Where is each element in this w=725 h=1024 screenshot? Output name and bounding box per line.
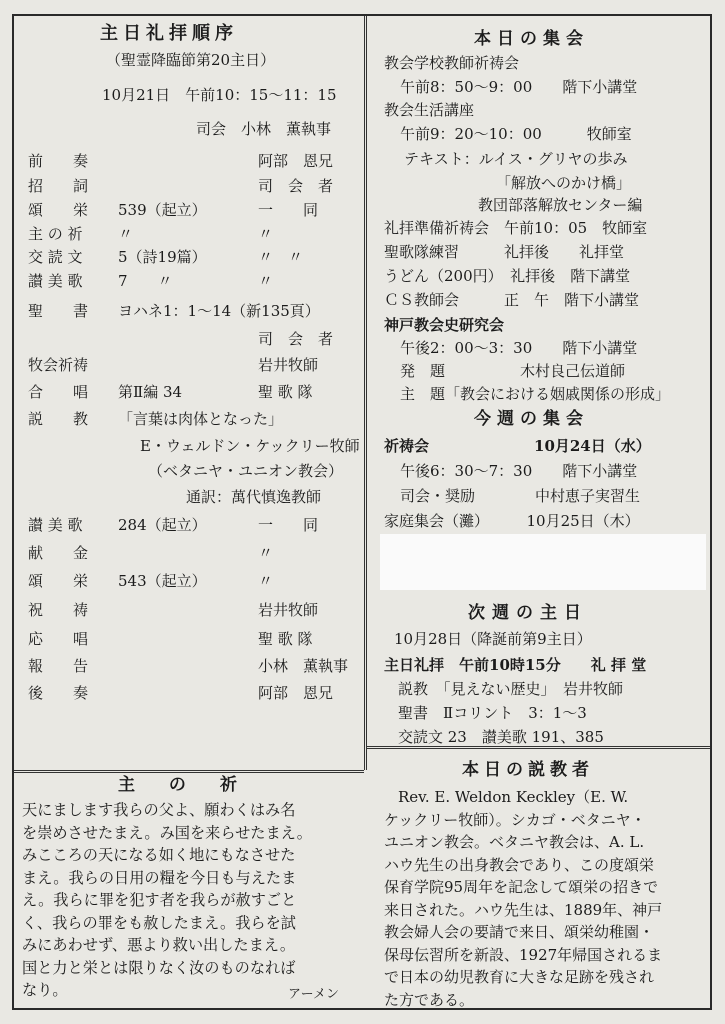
prayer-line: なり。 bbox=[22, 981, 68, 999]
week-title: 今週の集会 bbox=[474, 409, 589, 429]
next-title: 次週の主日 bbox=[468, 603, 588, 623]
week-line: 家庭集会（灘） 10月25日（木） bbox=[384, 512, 640, 530]
order-item-detail: 284（起立） bbox=[118, 516, 207, 534]
week-line: 司会・奨励 中村恵子実習生 bbox=[400, 487, 641, 505]
order-item-detail: ヨハネ1：1～14（新135頁） bbox=[118, 302, 320, 320]
order-item-detail: （ベタニヤ・ユニオン教会） bbox=[148, 462, 344, 480]
today-line: うどん（200円） 礼拝後 階下講堂 bbox=[384, 267, 631, 285]
blank-area bbox=[380, 534, 706, 590]
order-item-person: 岩井牧師 bbox=[258, 601, 319, 619]
preacher-line: 保母伝習所を新設、1927年帰国されるま bbox=[384, 945, 663, 964]
order-item-person: 岩井牧師 bbox=[258, 356, 319, 374]
today-line: 午前8：50～9：00 階下小講堂 bbox=[400, 78, 638, 96]
today-line: テキスト：ルイス・グリヤの歩み bbox=[404, 150, 628, 168]
preacher-title: 本日の説教者 bbox=[462, 760, 594, 780]
order-item-detail: 5（詩19篇） bbox=[118, 248, 207, 266]
order-item-detail: 539（起立） bbox=[118, 201, 207, 219]
today-line: ＣＳ教師会 正 午 階下小講堂 bbox=[384, 291, 640, 309]
prayer-line: を崇めさせたまえ。み国を来らせたまえ。 bbox=[22, 823, 312, 842]
next-line: 主日礼拝 午前10時15分 礼 拝 堂 bbox=[384, 656, 647, 674]
today-line: 午前9：20～10：00 牧師室 bbox=[400, 125, 632, 143]
order-item-person: 一 同 bbox=[258, 516, 319, 534]
service-datetime: 10月21日 午前10：15～11：15 bbox=[102, 86, 337, 104]
preacher-line: Rev. E. Weldon Keckley（E. W. bbox=[398, 788, 629, 806]
preacher-line: 教会婦人会の要請で来日、頌栄幼稚園・ bbox=[384, 923, 655, 941]
service-subtitle: （聖霊降臨節第20主日） bbox=[106, 51, 276, 69]
today-line: 午後2：00～3：30 階下小講堂 bbox=[400, 339, 638, 357]
order-item-person: 司 会 者 bbox=[258, 330, 334, 348]
preacher-line: ユニオン教会。ベタニヤ教会は、A. L. bbox=[384, 833, 645, 851]
order-item-detail: 7 〃 bbox=[118, 272, 173, 290]
today-title: 本日の集会 bbox=[474, 29, 589, 49]
prayer-amen: アーメン bbox=[288, 987, 339, 1002]
order-item-person: 〃 bbox=[258, 272, 274, 290]
today-line: 発 題 木村良己伝道師 bbox=[400, 362, 626, 380]
column-divider bbox=[364, 16, 367, 770]
order-item-label: 説 教 bbox=[28, 410, 89, 428]
section-divider-right bbox=[367, 746, 710, 749]
prayer-line: 国と力と栄とは限りなく汝のものなれば bbox=[22, 958, 296, 977]
order-item-detail: 第Ⅱ編 34 bbox=[118, 383, 183, 401]
order-item-person: 小林 薫執事 bbox=[258, 657, 349, 675]
prayer-line: みにあわせず、悪より救い出したまえ。 bbox=[22, 936, 296, 954]
next-line: 10月28日（降誕前第9主日） bbox=[394, 630, 592, 648]
order-item-label: 讃 美 歌 bbox=[28, 516, 83, 534]
order-item-detail: 「言葉は肉体となった」 bbox=[118, 410, 284, 428]
preacher-line: ハウ先生の出身教会であり、この度頌栄 bbox=[384, 855, 655, 874]
today-line: 教会学校教師祈祷会 bbox=[384, 54, 520, 72]
service-title: 主日礼拝順序 bbox=[100, 23, 238, 44]
order-item-person: 〃 bbox=[258, 544, 274, 562]
next-line: 説教 「見えない歴史」 岩井牧師 bbox=[398, 680, 624, 698]
order-item-person: 阿部 恩兄 bbox=[258, 684, 334, 702]
prayer-line: まえ。我らの日用の糧を今日も与えたま bbox=[22, 868, 297, 887]
order-item-label: 応 唱 bbox=[28, 630, 89, 648]
next-line: 聖書 Ⅱコリント 3：1～3 bbox=[398, 704, 587, 722]
prayer-line: みこころの天になる如く地にもなさせた bbox=[22, 846, 296, 864]
order-item-person: 司 会 者 bbox=[258, 177, 334, 195]
order-item-label: 祝 祷 bbox=[28, 601, 89, 619]
order-item-person: 〃 bbox=[258, 225, 274, 243]
order-item-label: 後 奏 bbox=[28, 684, 89, 702]
order-item-label: 前 奏 bbox=[28, 152, 89, 170]
preacher-line: ケックリー牧師）。シカゴ・ベタニヤ・ bbox=[384, 810, 646, 829]
order-item-person: 一 同 bbox=[258, 201, 319, 219]
preacher-line: で日本の幼児教育に大きな足跡を残され bbox=[384, 968, 655, 986]
order-item-label: 合 唱 bbox=[28, 383, 89, 401]
preacher-text bbox=[384, 786, 706, 1011]
order-item-person: 〃 〃 bbox=[258, 248, 304, 266]
order-item-label: 報 告 bbox=[28, 657, 89, 675]
week-line: 祈祷会 10月24日（水） bbox=[384, 437, 651, 455]
section-divider-left bbox=[14, 770, 364, 773]
order-item-label: 讃 美 歌 bbox=[28, 272, 83, 290]
order-item-detail: 〃 bbox=[118, 225, 134, 243]
order-item-label: 牧会祈祷 bbox=[28, 356, 89, 374]
preacher-line: 来日された。ハウ先生は、1889年、神戸 bbox=[384, 900, 663, 919]
order-item-label: 招 詞 bbox=[28, 177, 89, 195]
prayer-line: え。我らに罪を犯す者を我らが赦すごと bbox=[22, 891, 297, 909]
order-item-label: 聖 書 bbox=[28, 302, 89, 320]
order-item-detail: 通訳：萬代慎逸教師 bbox=[186, 488, 322, 506]
prayer-text bbox=[22, 799, 358, 1002]
today-line: 聖歌隊練習 礼拝後 礼拝堂 bbox=[384, 243, 625, 261]
week-line: 午後6：30～7：30 階下小講堂 bbox=[400, 462, 638, 480]
order-item-person: 〃 bbox=[258, 572, 274, 590]
today-line: 礼拝準備祈祷会 午前10：05 牧師室 bbox=[384, 219, 648, 237]
preacher-line: た方である。 bbox=[384, 990, 475, 1009]
prayer-line: く、我らの罪をも赦したまえ。我らを試 bbox=[22, 913, 296, 932]
order-item-person: 阿部 恩兄 bbox=[258, 152, 334, 170]
prayer-line: 天にまします我らの父よ、願わくはみ名 bbox=[22, 801, 296, 819]
order-item-person: 聖 歌 隊 bbox=[258, 630, 313, 648]
today-line: 主 題「教会における姻戚関係の形成」 bbox=[400, 385, 671, 403]
next-line: 交読文 23 讃美歌 191、385 bbox=[398, 728, 604, 746]
today-line: 「解放へのかけ橋」 bbox=[496, 174, 632, 192]
order-item-label: 主 の 祈 bbox=[28, 225, 83, 243]
service-presider: 司会 小林 薫執事 bbox=[196, 120, 332, 138]
order-item-detail: E・ウェルドン・ケックリー牧師 bbox=[140, 437, 360, 455]
today-line: 神戸教会史研究会 bbox=[384, 316, 505, 334]
today-line: 教団部落解放センター編 bbox=[478, 196, 643, 214]
order-item-label: 献 金 bbox=[28, 544, 89, 562]
preacher-line: 保育学院95周年を記念して頌栄の招きで bbox=[384, 878, 659, 896]
order-item-detail: 543（起立） bbox=[118, 572, 207, 590]
order-item-label: 頌 栄 bbox=[28, 201, 89, 219]
order-item-label: 交 読 文 bbox=[28, 248, 83, 266]
prayer-title: 主 の 祈 bbox=[118, 775, 251, 795]
order-item-label: 頌 栄 bbox=[28, 572, 89, 590]
order-item-person: 聖 歌 隊 bbox=[258, 383, 313, 401]
today-line: 教会生活講座 bbox=[384, 101, 475, 119]
